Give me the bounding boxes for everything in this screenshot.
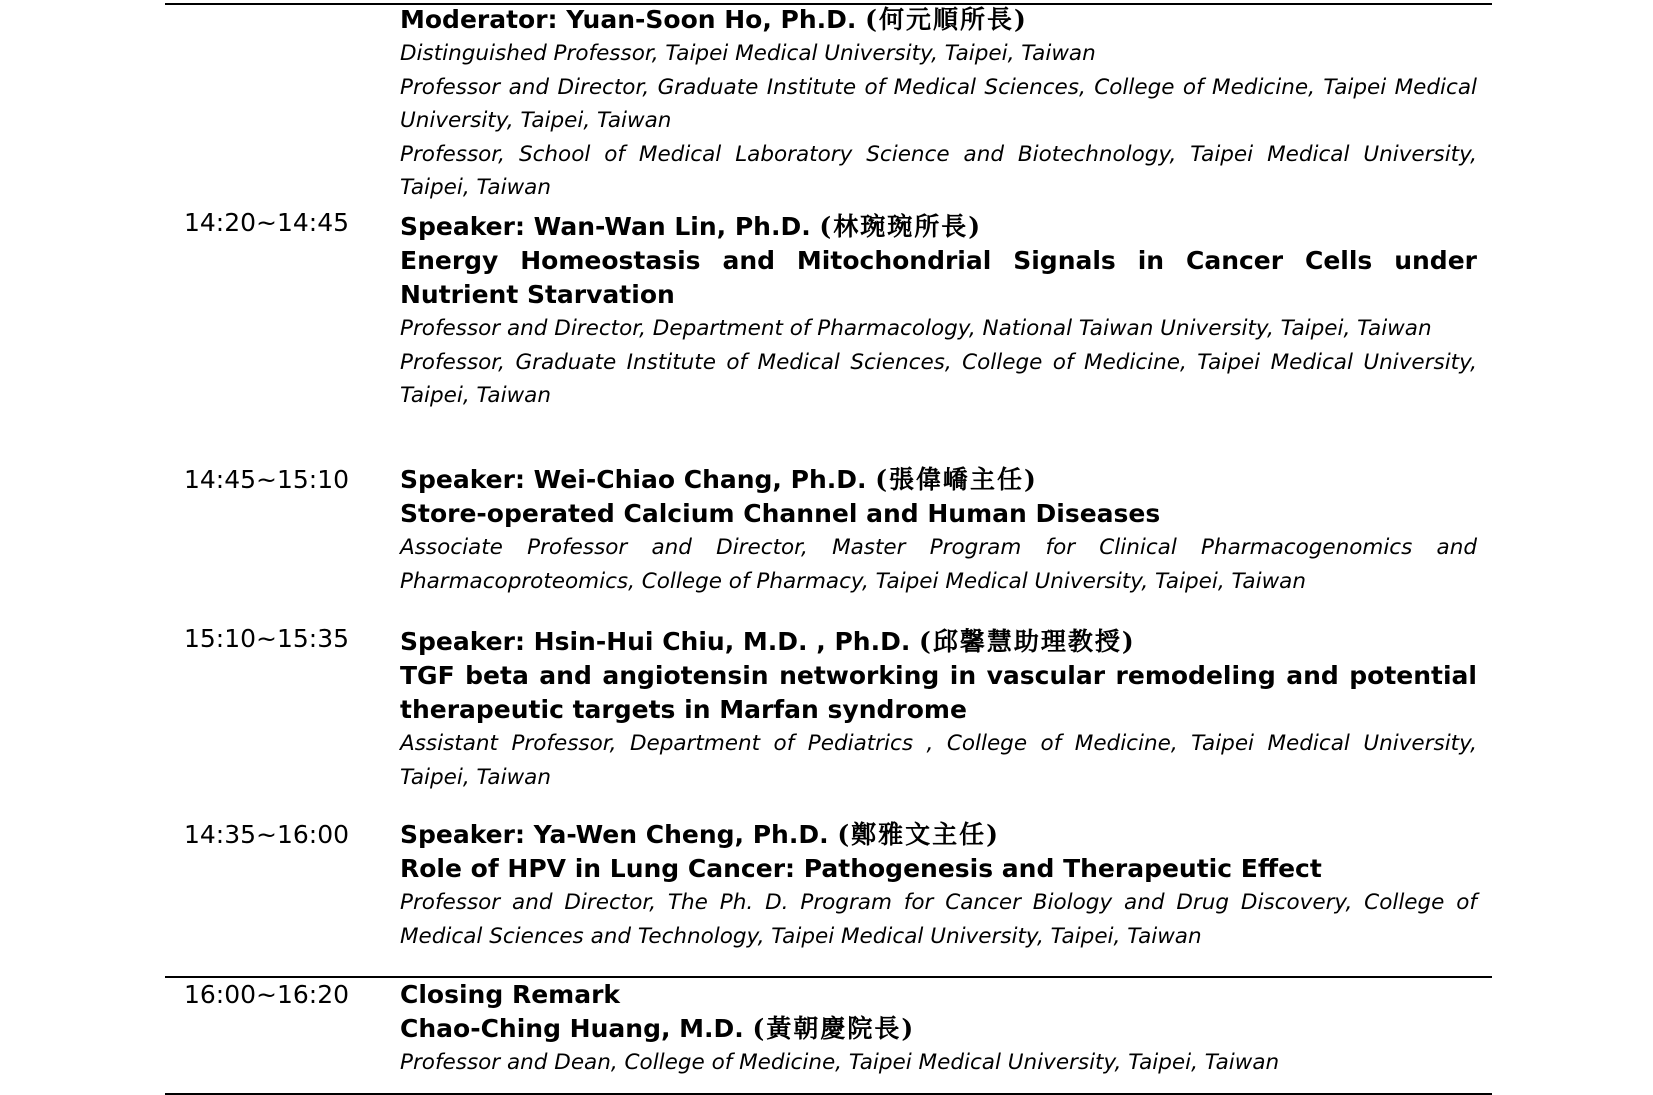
moderator-name-en: Moderator: Yuan-Soon Ho, Ph.D. [400, 5, 866, 34]
closing-time: 16:00~16:20 [184, 980, 350, 1009]
session-3-speaker-cn: (邱馨慧助理教授) [919, 627, 1136, 656]
closing-speaker-cn: (黃朝慶院長) [752, 1014, 916, 1043]
session-4-affiliation-1: Professor and Director, The Ph. D. Program for Cancer Biology and Drug Discovery, College of Medical Sciences and Technology, Taipei Medical University, Taipei, Taiwan [400, 890, 1477, 949]
session-1-speaker-cn: (林琬琬所長) [819, 212, 983, 241]
moderator-affiliation-2: Professor and Director, Graduate Institute of Medical Sciences, College of Medicine, Taipei Medical University, Taipei, Taiwan [400, 74, 1477, 133]
moderator-name-cn: (何元順所長) [865, 5, 1028, 34]
session-1-affiliation-1: Professor and Director, Department of Pharmacology, National Taiwan University, Taipei, Taiwan [400, 316, 1432, 341]
session-3-affiliation-1: Assistant Professor, Department of Pediatrics , College of Medicine, Taipei Medical University, Taipei, Taiwan [400, 731, 1477, 790]
session-1-title: Energy Homeostasis and Mitochondrial Signals in Cancer Cells under Nutrient Starvation [400, 246, 1477, 309]
session-1-block [400, 210, 1477, 413]
session-1-time: 14:20~14:45 [184, 208, 350, 237]
session-1-speaker [400, 210, 1477, 244]
session-2-speaker [400, 463, 1477, 497]
session-4-block [400, 818, 1477, 953]
session-4-title: Role of HPV in Lung Cancer: Pathogenesis and Therapeutic Effect [400, 854, 1322, 883]
moderator-block [400, 3, 1477, 205]
session-4-time: 14:35~16:00 [184, 820, 350, 849]
closing-block [400, 978, 1477, 1080]
closing-speaker [400, 1012, 1477, 1046]
session-4-speaker-en: Speaker: Ya-Wen Cheng, Ph.D. [400, 820, 838, 849]
closing-affiliation: Professor and Dean, College of Medicine, Taipei Medical University, Taipei, Taiwan [400, 1050, 1280, 1075]
session-2-title: Store-operated Calcium Channel and Human Diseases [400, 499, 1161, 528]
session-3-speaker [400, 625, 1477, 659]
session-2-time: 14:45~15:10 [184, 465, 350, 494]
closing-speaker-en: Chao-Ching Huang, M.D. [400, 1014, 753, 1043]
moderator-affiliation-3: Professor, School of Medical Laboratory Science and Biotechnology, Taipei Medical University, Taipei, Taiwan [400, 141, 1477, 200]
session-3-time: 15:10~15:35 [184, 624, 350, 653]
session-2-block [400, 463, 1477, 598]
session-3-speaker-en: Speaker: Hsin-Hui Chiu, M.D. , Ph.D. [400, 627, 920, 656]
session-3-title: TGF beta and angiotensin networking in vascular remodeling and potential therapeutic targets in Marfan syndrome [400, 661, 1477, 724]
session-2-speaker-cn: (張偉嶠主任) [875, 465, 1038, 494]
closing-label: Closing Remark [400, 980, 621, 1009]
moderator-affiliation-1: Distinguished Professor, Taipei Medical University, Taipei, Taiwan [400, 41, 1096, 66]
moderator-name [400, 3, 1477, 37]
session-1-affiliation-2: Professor, Graduate Institute of Medical Sciences, College of Medicine, Taipei Medical University, Taipei, Taiwan [400, 349, 1477, 408]
session-2-affiliation-1: Associate Professor and Director, Master Program for Clinical Pharmacogenomics and Pharmacoproteomics, College of Pharmacy, Taipei Medical University, Taipei, Taiwan [400, 535, 1477, 594]
session-3-block [400, 625, 1477, 794]
session-1-speaker-en: Speaker: Wan-Wan Lin, Ph.D. [400, 212, 820, 241]
session-4-speaker [400, 818, 1477, 852]
session-2-speaker-en: Speaker: Wei-Chiao Chang, Ph.D. [400, 465, 876, 494]
session-4-speaker-cn: (鄭雅文主任) [837, 820, 1000, 849]
